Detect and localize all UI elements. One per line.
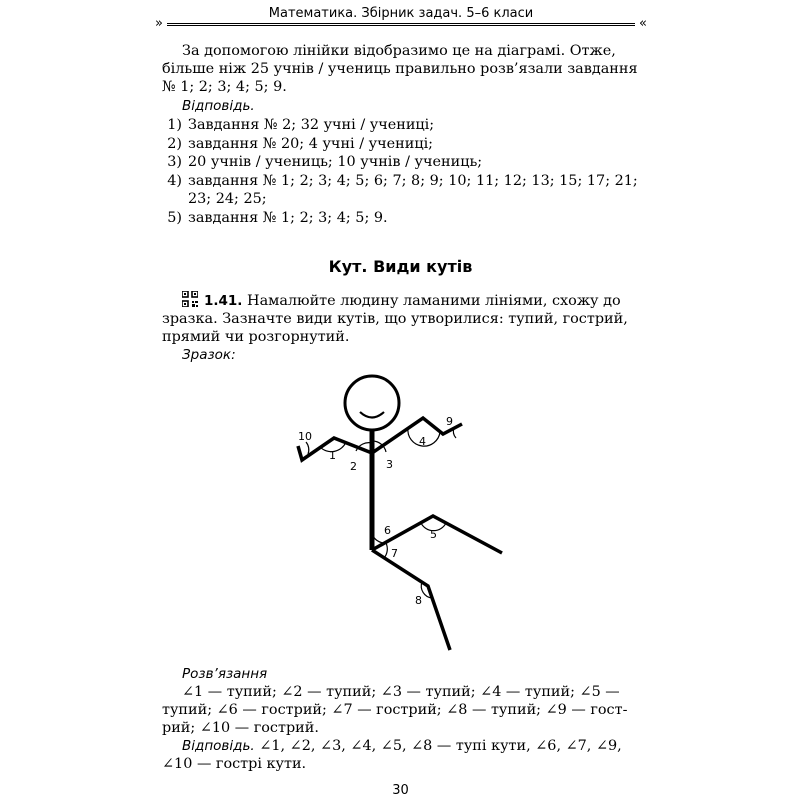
angle-label: 2 [350,460,357,473]
angle-label: 6 [384,524,391,537]
problem-text [162,291,652,364]
header-rule-2 [167,25,635,26]
angle-label: 10 [298,430,312,443]
list-item: 3) 20 учнів / учениць; 10 учнів / учениць; [167,154,483,171]
angle-label: 8 [415,594,422,607]
intro-paragraph [162,42,652,96]
angle-label: 4 [419,435,426,448]
intro-line: № 1; 2; 3; 4; 5; 9. [162,79,287,95]
smile [360,412,384,418]
header-title: Математика. Збірник задач. 5–6 класи [261,6,541,21]
solution-line: тупий; ∠6 — гострий; ∠7 — гострий; ∠8 — тупий; ∠9 — гост- [162,702,628,718]
angle-label: 9 [446,415,453,428]
solution-label: Розв’язання [182,666,268,682]
list-item: 4) завдання № 1; 2; 3; 4; 5; 6; 7; 8; 9; 10; 11; 12; 13; 15; 17; 21; [167,172,638,189]
header-ornament-right: « [639,16,647,31]
intro-line: За допомогою лінійки відобразимо це на діаграмі. Отже, [182,43,616,59]
header-rule [167,23,635,24]
answer-line: ∠1, ∠2, ∠3, ∠4, ∠5, ∠8 — тупі кути, ∠6, ∠7, ∠9, [259,738,622,754]
answer-label: Відповідь. [182,98,255,114]
problem-number: 1.41. [204,293,243,309]
solution-line: ∠1 — тупий; ∠2 — тупий; ∠3 — тупий; ∠4 — тупий; ∠5 — [182,684,620,700]
head-circle [345,376,399,430]
page-number: 30 [392,783,409,798]
list-item-continuation: 23; 24; 25; [188,191,267,208]
stick-figure-diagram [280,368,520,658]
sample-label: Зразок: [182,347,236,363]
solution-line: рий; ∠10 — гострий. [162,720,319,736]
answer-list [162,116,652,228]
angle-label: 5 [430,528,437,541]
solution-block [162,665,652,773]
running-header [155,6,647,31]
problem-line: зразка. Зазначте види кутів, що утворилися: тупий, гострий, [162,311,628,327]
qr-code-icon [182,291,198,307]
angle-label: 1 [329,449,336,462]
section-title: Кут. Види кутів [328,257,473,276]
header-ornament-left: » [155,16,163,31]
list-item: 5) завдання № 1; 2; 3; 4; 5; 9. [167,209,388,226]
intro-line: більше ніж 25 учнів / учениць правильно розв’язали завдання [162,61,638,77]
left-leg [372,550,450,650]
problem-line: Намалюйте людину ламаними лініями, схожу до [247,293,621,309]
list-item: 1) Завдання № 2; 32 учні / учениці; [167,117,435,133]
problem-line: прямий чи розгорнутий. [162,329,350,345]
answer-line: ∠10 — гострі кути. [162,756,307,772]
angle-label: 3 [386,458,393,471]
angle-label: 7 [391,547,398,560]
answer-label: Відповідь. [182,738,255,754]
list-item: 2) завдання № 20; 4 учні / учениці; [167,135,434,152]
